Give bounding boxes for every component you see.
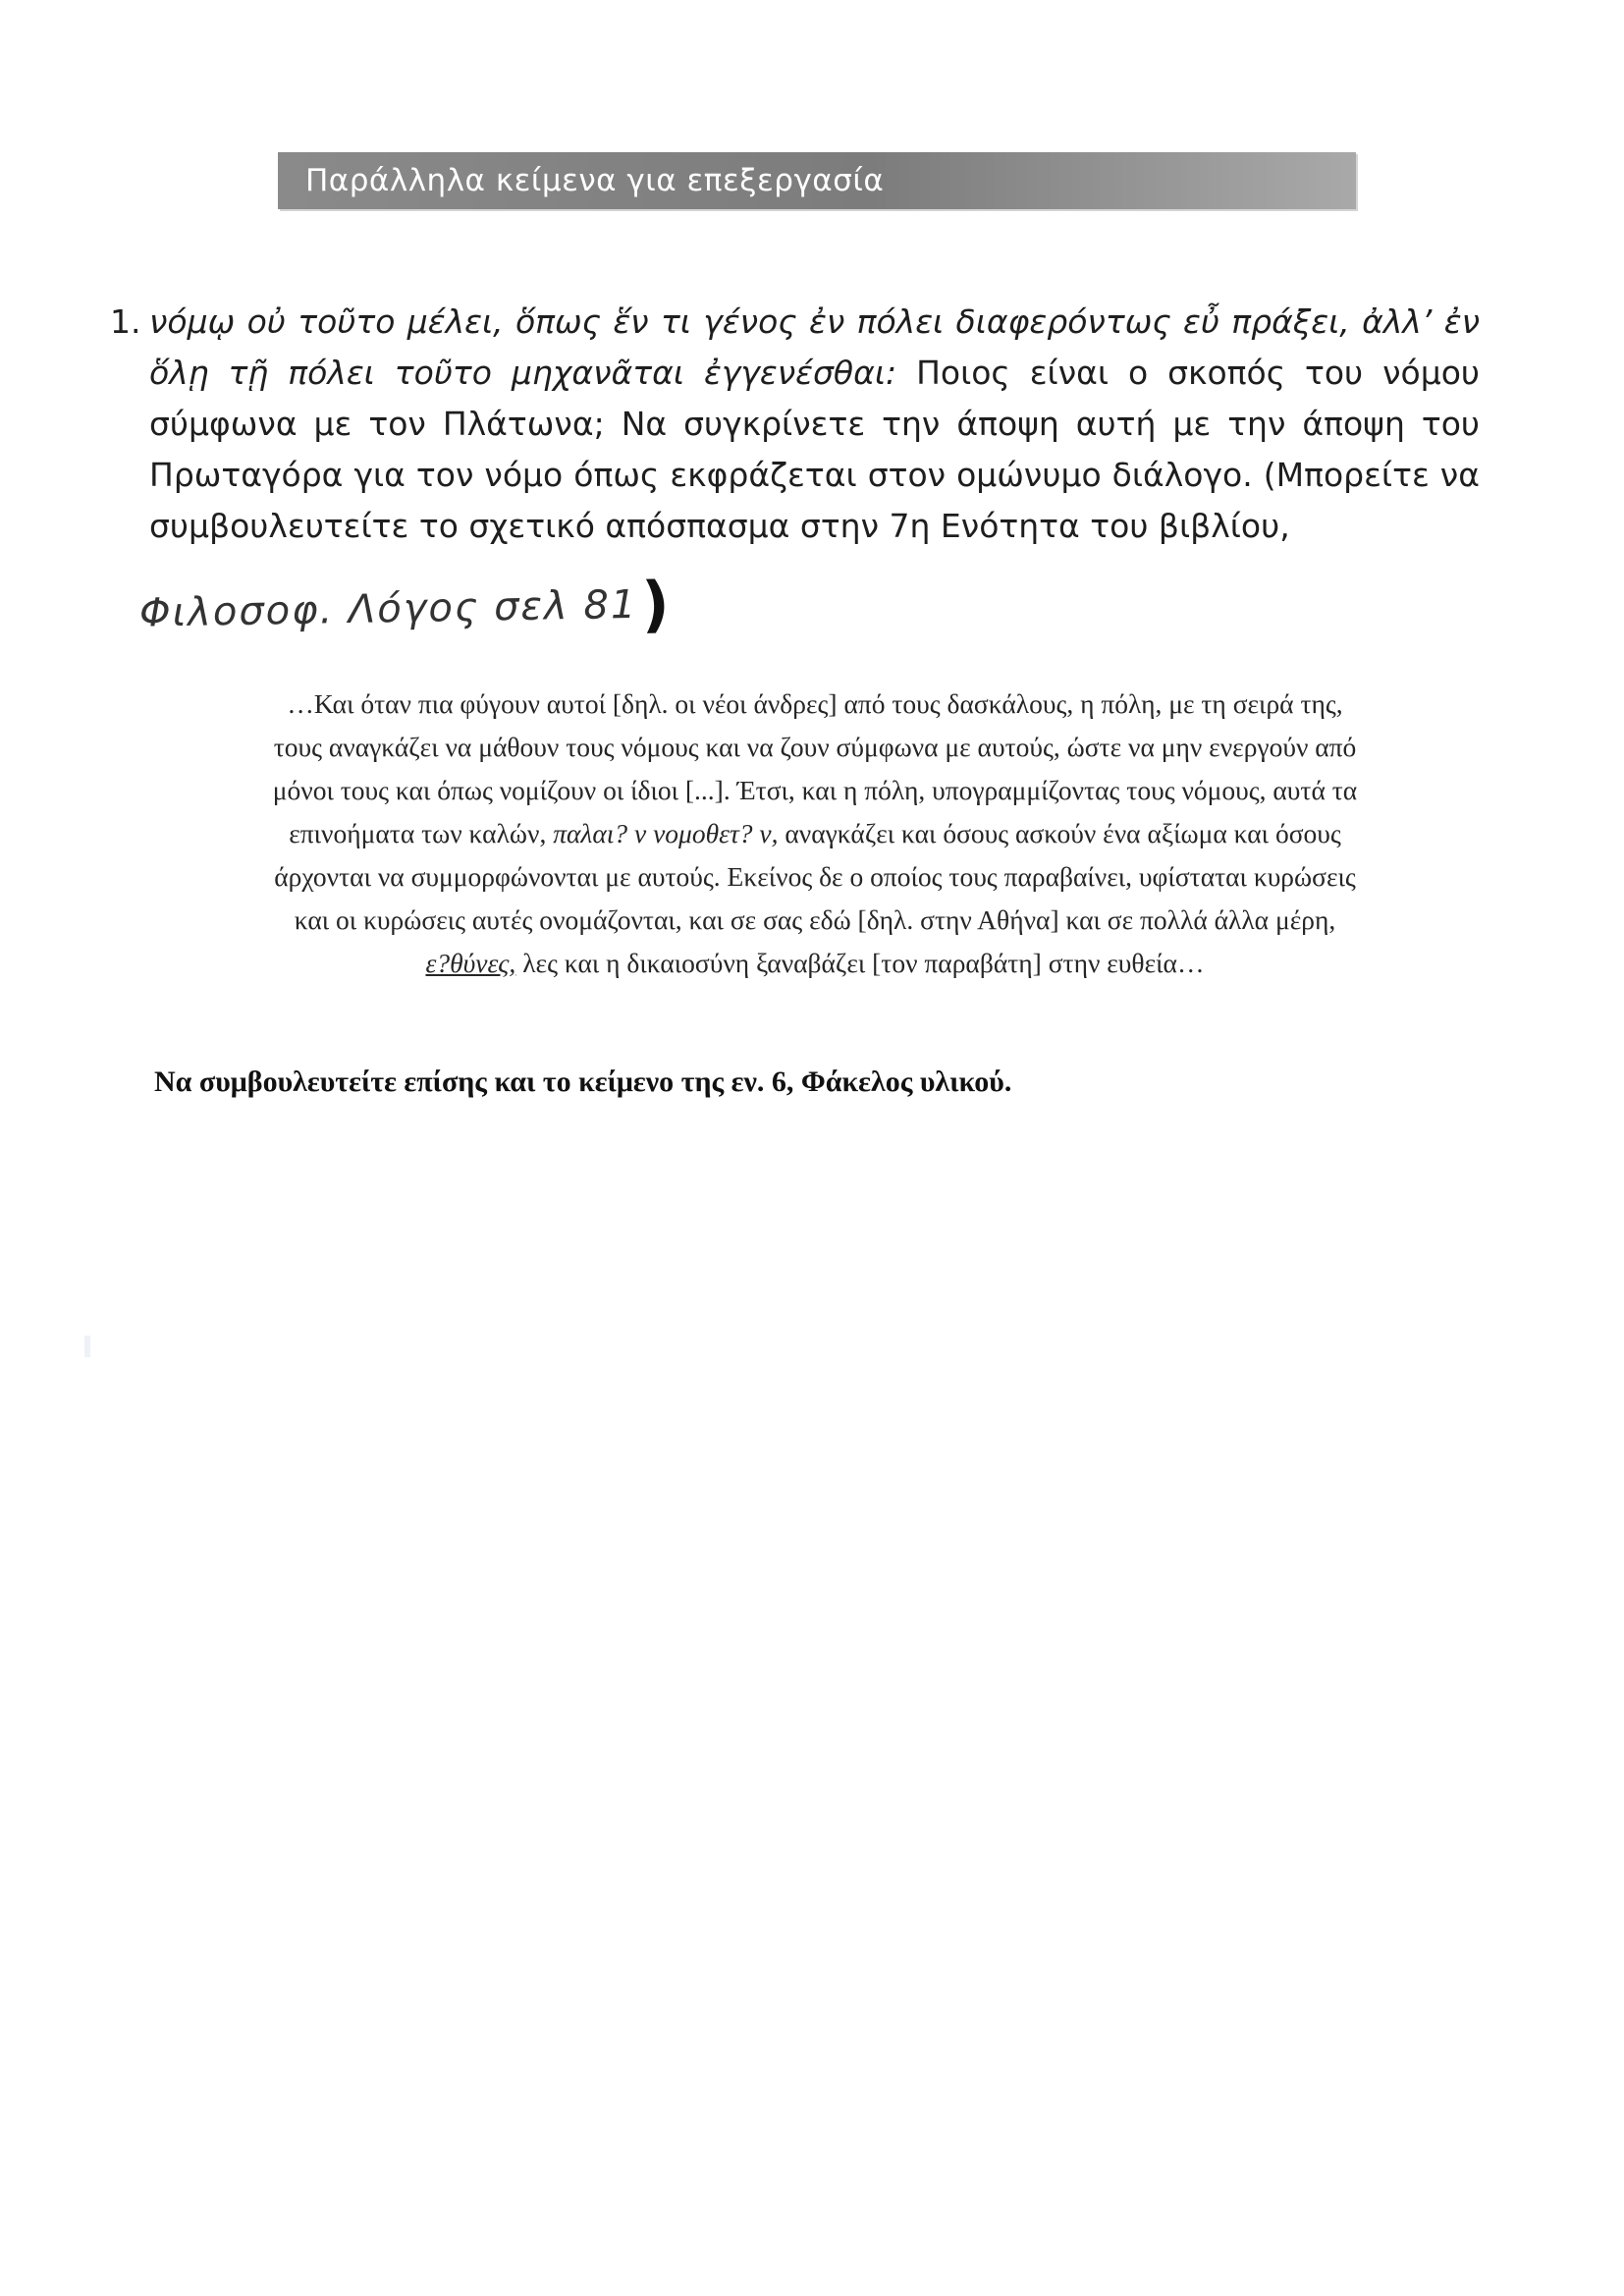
question-number: 1. — [110, 302, 141, 341]
question-1 — [110, 297, 1485, 552]
quote-line-5: άρχονται να συμμορφώνονται με αυτούς. Εκείνος δε ο οποίος τους παραβαίνει, υφίσταται κυρώσεις — [274, 861, 1356, 892]
question-body — [149, 297, 1480, 552]
quote-line-7-end: λες και η δικαιοσύνη ξαναβάζει [τον παραβάτη] στην ευθεία… — [522, 948, 1205, 978]
handwritten-note-text: Φιλοσοφ. Λόγος σελ 81 — [138, 581, 638, 636]
quote-line-2: τους αναγκάζει να μάθουν τους νόμους και να ζουν σύμφωνα με αυτούς, ώστε να μην ενεργούν από — [273, 732, 1357, 762]
question-prompt: Ποιος είναι ο σκοπός του νόμου σύμφωνα με τον Πλάτωνα; Να συγκρίνετε την άποψη αυτή με την άποψη του Πρωταγόρα για τον νόμο όπως εκφράζεται στον ομώνυμο διάλογο. (Μπορείτε να συμβουλευτείτε το σχετικό απόσπασμα στην 7η Ενότητα του βιβλίου, — [149, 354, 1480, 545]
scan-artifact — [84, 1336, 90, 1357]
quote-line-4 — [157, 812, 1473, 855]
quote-line-4-italic: παλαι? ν νομοθετ? ν, — [553, 818, 779, 848]
quote-line-4-start: επινοήματα των καλών, — [289, 818, 547, 848]
quote-line-4-end: αναγκάζει και όσους ασκούν ένα αξίωμα και όσους — [785, 818, 1341, 848]
quote-line-7 — [157, 942, 1473, 985]
section-banner-title: Παράλληλα κείμενα για επεξεργασία — [305, 163, 885, 198]
quote-line-3: μόνοι τους και όπως νομίζουν οι ίδιοι [...]. Έτσι, και η πόλη, υπογραμμίζοντας τους νόμους, αυτά τα — [272, 775, 1358, 805]
handwritten-closing-paren: ) — [640, 568, 673, 640]
section-banner — [278, 152, 1356, 209]
quote-line-6: και οι κυρώσεις αυτές ονομάζονται, και σε σας εδώ [δηλ. στην Αθήνα] και σε πολλά άλλα μέρη, — [294, 904, 1336, 935]
material-note: Να συμβουλευτείτε επίσης και το κείμενο της εν. 6, Φάκελος υλικού. — [154, 1066, 1012, 1098]
question-greek-quote: νόμῳ οὐ τοῦτο μέλει, ὅπως ἕν τι γένος ἐν πόλει διαφερόντως εὖ πράξει, ἀλλ’ ἐν ὅλῃ τῇ πόλει τοῦτο μηχανᾶται ἐγγενέσθαι: — [149, 302, 1480, 392]
quote-line-1: …Και όταν πια φύγουν αυτοί [δηλ. οι νέοι άνδρες] από τους δασκάλους, η πόλη, με τη σειρά της, — [287, 688, 1343, 719]
quote-line-7-underlined: ε?θύνες, — [425, 948, 516, 978]
handwritten-note — [138, 560, 672, 640]
platonic-quote-block — [157, 683, 1473, 985]
